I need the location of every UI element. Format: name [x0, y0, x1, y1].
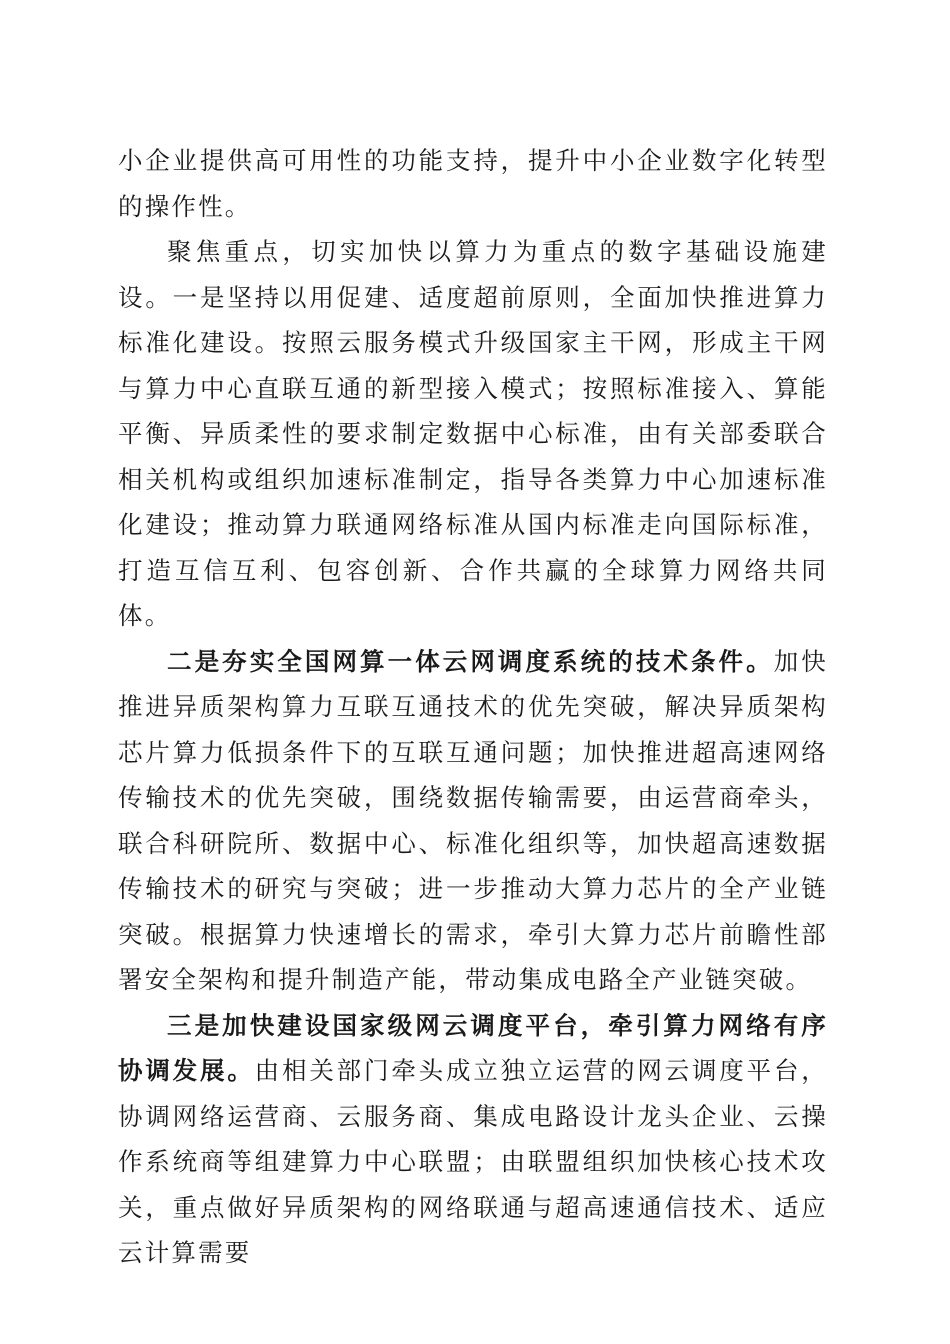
paragraph-lead: 二是夯实全国网算一体云网调度系统的技术条件。 [167, 646, 774, 676]
paragraph-lead: 三是加快建设国家级网云调度平台，牵引算力网络有序协调发展。 [118, 1010, 828, 1085]
paragraph-continuation [118, 138, 828, 229]
paragraph-focus-priorities [118, 229, 828, 639]
paragraph-text: 加快推进异质架构算力互联互通技术的优先突破，解决异质架构芯片算力低损条件下的互联互通问题；加快推进超高速网络传输技术的优先突破，围绕数据传输需要，由运营商牵头，联合科研院所、数据中心、标准化组织等，加快超高速数据传输技术的研究与突破；进一步推动大算力芯片的全产业链突破。根据算力快速增长的需求，牵引大算力芯片前瞻性部署安全架构和提升制造产能，带动集成电路全产业链突破。 [118, 646, 828, 994]
paragraph-text: 由相关部门牵头成立独立运营的网云调度平台，协调网络运营商、云服务商、集成电路设计龙头企业、云操作系统商等组建算力中心联盟；由联盟组织加快核心技术攻关，重点做好异质架构的网络联通与超高速通信技术、适应云计算需要 [118, 1056, 829, 1267]
paragraph-point-three [118, 1003, 828, 1276]
paragraph-text: 聚焦重点，切实加快以算力为重点的数字基础设施建设。一是坚持以用促建、适度超前原则，全面加快推进算力标准化建设。按照云服务模式升级国家主干网，形成主干网与算力中心直联互通的新型接入模式；按照标准接入、算能平衡、异质柔性的要求制定数据中心标准，由有关部委联合相关机构或组织加速标准制定，指导各类算力中心加速标准化建设；推动算力联通网络标准从国内标准走向国际标准，打造互信互利、包容创新、合作共赢的全球算力网络共同体。 [118, 237, 828, 630]
paragraph-point-two [118, 639, 828, 1003]
document-body [118, 138, 828, 1276]
paragraph-text: 小企业提供高可用性的功能支持，提升中小企业数字化转型的操作性。 [118, 146, 828, 221]
